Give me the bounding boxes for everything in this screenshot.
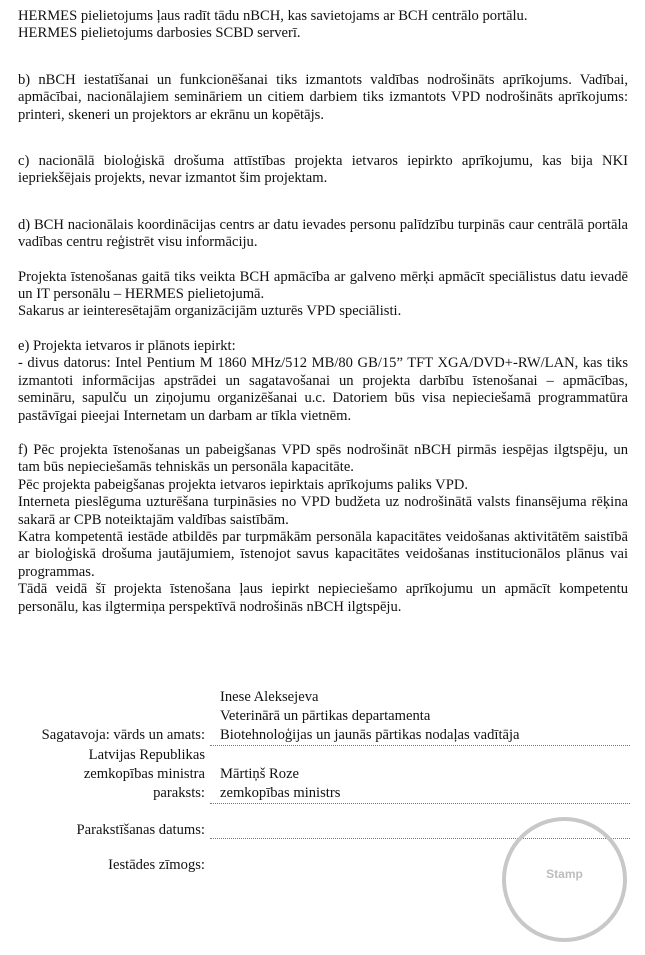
text-line: Tādā veidā šī projekta īstenošana ļaus iepirkt nepieciešamo aprīkojumu un apmācīt kompetentu personālu, kas ilgtermiņa perspektīvā nodrošinās nBCH ilgtspēju. [18,581,628,615]
prepared-department: Veterinārā un pārtikas departamenta [220,708,431,724]
text-line: HERMES pielietojums ļaus radīt tādu nBCH, kas savietojams ar BCH centrālo portālu. [18,8,528,24]
minister-name: Mārtiņš Roze [220,766,300,782]
paragraph-c: c) nacionālā bioloģiskā drošuma attīstības projekta ietvaros iepirkto aprīkojumu, kas bija NKI iepriekšējais projekts, nevar izmantot šim projektam. [18,153,628,187]
prepared-role: Biotehnoloģijas un jaunās pārtikas nodaļas vadītāja [220,727,520,743]
minister-label-line-2: zemkopības ministra [83,766,205,782]
minister-role: zemkopības ministrs [220,785,341,801]
text-line: Interneta pieslēguma uzturēšana turpināsies no VPD budžeta uz nodrošinātā valsts finansējuma rēķina sakarā ar CPB noteiktajām valdības saistībām. [18,494,628,528]
date-label: Parakstīšanas datums: [76,822,205,838]
paragraph-b: b) nBCH iestatīšanai un funkcionēšanai tiks izmantots valdības nodrošināts aprīkojums. Vadībai, apmācībai, nacionālajiem semināriem un citiem darbiem tiks izmantots VPD nodrošināts aprīkojums: printeri, skeneri un projektors ar ekrānu un kopētājs. [18,71,628,123]
minister-label-line-3: paraksts: [153,785,205,801]
text-line: Sakarus ar ieinteresētajām organizācijām uzturēs VPD speciālisti. [18,303,402,320]
text-line: e) Projekta ietvaros ir plānots iepirkt: [18,337,236,354]
prepared-label: Sagatavoja: vārds un amats: [41,727,205,743]
text-line: - divus datorus: Intel Pentium M 1860 MHz/512 MB/80 GB/15” TFT XGA/DVD+-RW/LAN, kas tiks izmantoti informācijas apstrādei un sagatavošanai un projekta darbību īstenošanai – apmācības, semināru, sapulču un ziņojumu organizēšanai u.c. Datoriem būs visa nepieciešamā programmatūra pastāvīgai pieejai Internetam un darbam ar tīkla vietnēm. [18,355,628,424]
minister-signature-line [210,803,630,804]
prepared-signature-line [210,745,630,746]
text-line: HERMES pielietojums darbosies SCBD serverī. [18,25,301,42]
text-line: f) Pēc projekta īstenošanas un pabeigšanas VPD spēs nodrošināt nBCH pirmās iespējas ilgtspēju, un tam būs nepieciešamās tehniskās un personāla kapacitāte. [18,441,628,476]
paragraph-d: d) BCH nacionālais koordinācijas centrs ar datu ievades personu palīdzību turpinās caur centrālā portāla vadības centru reģistrēt visu informāciju. [18,216,628,251]
text-line: Katra kompetentā iestāde atbildēs par turpmākām personāla kapacitātes veidošanas aktivitātēm saistībā ar bioloģiskā drošuma jautājumiem, īstenojot savus kapacitātes veidošanas institucionālos plānus vai programmas. [18,528,628,580]
text-line: Pēc projekta pabeigšanas projekta ietvaros iepirktais aprīkojums paliks VPD. [18,476,469,493]
minister-label-line-1: Latvijas Republikas [88,747,205,763]
text-line: Projekta īstenošanas gaitā tiks veikta BCH apmācība ar galveno mērķi apmācīt speciālistus datu ievadē un IT personālu – HERMES pielietojumā. [18,268,628,303]
stamp-circle [502,817,627,942]
stamp-label: Stamp [546,867,583,881]
prepared-name: Inese Aleksejeva [220,689,319,705]
seal-label: Iestādes zīmogs: [108,857,205,873]
